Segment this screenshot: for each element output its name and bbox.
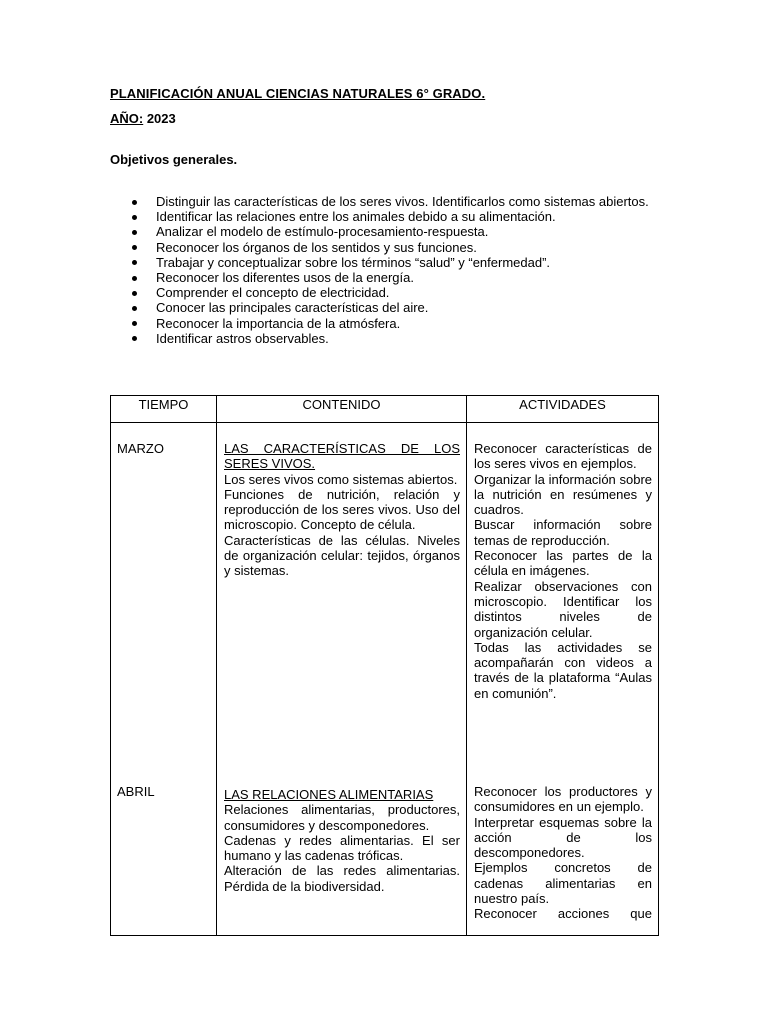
actividad-line: Organizar la información sobre la nutrición en resúmenes y cuadros. <box>474 471 652 518</box>
table-row <box>111 423 659 936</box>
objective-item <box>110 255 655 270</box>
contenido-title: LAS RELACIONES ALIMENTARIAS <box>224 787 434 802</box>
bullet-icon <box>132 306 137 311</box>
year-value: 2023 <box>143 111 176 126</box>
year-label: AÑO: <box>110 111 144 126</box>
bullet-icon <box>132 200 137 205</box>
bullet-icon <box>132 245 137 250</box>
objective-item <box>110 209 655 224</box>
contenido-abril <box>224 787 460 894</box>
actividades-abril <box>474 784 652 922</box>
objective-text: Comprender el concepto de electricidad. <box>156 285 390 301</box>
bullet-icon <box>132 215 137 220</box>
header-actividades: ACTIVIDADES <box>467 396 659 423</box>
objective-item <box>110 194 655 209</box>
actividades-cell <box>467 423 659 936</box>
objective-text: Distinguir las características de los seres vivos. Identificarlos como sistemas abiertos. <box>156 194 649 209</box>
objective-item <box>110 240 655 255</box>
objective-text: Reconocer los órganos de los sentidos y sus funciones. <box>156 239 477 255</box>
tiempo-cell <box>111 423 217 936</box>
contenido-title: LAS CARACTERÍSTICAS DE LOS SERES VIVOS. <box>224 441 460 472</box>
contenido-line: Los seres vivos como sistemas abiertos. <box>224 471 458 487</box>
objective-item <box>110 316 655 331</box>
objective-item <box>110 285 655 300</box>
actividad-line: Reconocer características de los seres vivos en ejemplos. <box>474 441 652 472</box>
bullet-icon <box>132 336 137 341</box>
actividad-line: Ejemplos concretos de cadenas alimentarias en nuestro país. <box>474 860 652 907</box>
objective-item <box>110 300 655 315</box>
bullet-icon <box>132 260 137 265</box>
actividad-line: Reconocer acciones que <box>474 906 652 922</box>
actividad-line: Reconocer las partes de la célula en imágenes. <box>474 548 652 579</box>
objective-text: Trabajar y conceptualizar sobre los términos “salud” y “enfermedad”. <box>156 254 551 270</box>
actividades-marzo <box>474 441 652 701</box>
objectives-heading: Objetivos generales. <box>110 152 238 167</box>
objective-text: Reconocer los diferentes usos de la energía. <box>156 270 414 286</box>
contenido-line: Alteración de las redes alimentarias. Pérdida de la biodiversidad. <box>224 863 460 894</box>
bullet-icon <box>132 230 137 235</box>
objective-item <box>110 331 655 346</box>
planning-table <box>110 395 659 936</box>
table-header-row <box>111 396 659 423</box>
header-tiempo: TIEMPO <box>111 396 217 423</box>
contenido-cell <box>217 423 467 936</box>
contenido-line: Características de las células. Niveles de organización celular: tejidos, órganos y sistemas. <box>224 532 460 579</box>
tiempo-marzo: MARZO <box>117 441 164 456</box>
objectives-list <box>110 194 655 346</box>
bullet-icon <box>132 291 137 296</box>
bullet-icon <box>132 321 137 326</box>
actividad-line: Interpretar esquemas sobre la acción de los descomponedores. <box>474 814 652 861</box>
actividad-line: Buscar información sobre temas de reproducción. <box>474 517 652 548</box>
contenido-line: Funciones de nutrición, relación y reproducción de los seres vivos. Uso del microscopio. Concepto de célula. <box>224 486 460 533</box>
header-contenido: CONTENIDO <box>217 396 467 423</box>
contenido-marzo <box>224 441 460 579</box>
document-title: PLANIFICACIÓN ANUAL CIENCIAS NATURALES 6° GRADO. <box>110 86 486 101</box>
objective-text: Identificar astros observables. <box>156 330 329 346</box>
year-line <box>110 111 176 126</box>
objective-text: Identificar las relaciones entre los animales debido a su alimentación. <box>156 209 556 225</box>
tiempo-abril: ABRIL <box>117 784 155 799</box>
actividad-line: Realizar observaciones con microscopio. Identificar los distintos niveles de organización celular. <box>474 578 652 640</box>
contenido-line: Relaciones alimentarias, productores, consumidores y descomponedores. <box>224 802 460 833</box>
objective-item <box>110 224 655 239</box>
actividad-line: Reconocer los productores y consumidores en un ejemplo. <box>474 784 652 815</box>
actividad-line: Todas las actividades se acompañarán con videos a través de la plataforma “Aulas en comunión”. <box>474 639 652 701</box>
objective-text: Reconocer la importancia de la atmósfera. <box>156 315 401 331</box>
objective-text: Analizar el modelo de estímulo-procesamiento-respuesta. <box>156 224 489 240</box>
contenido-line: Cadenas y redes alimentarias. El ser humano y las cadenas tróficas. <box>224 832 460 864</box>
objective-text: Conocer las principales características del aire. <box>156 300 429 316</box>
objective-item <box>110 270 655 285</box>
bullet-icon <box>132 276 137 281</box>
